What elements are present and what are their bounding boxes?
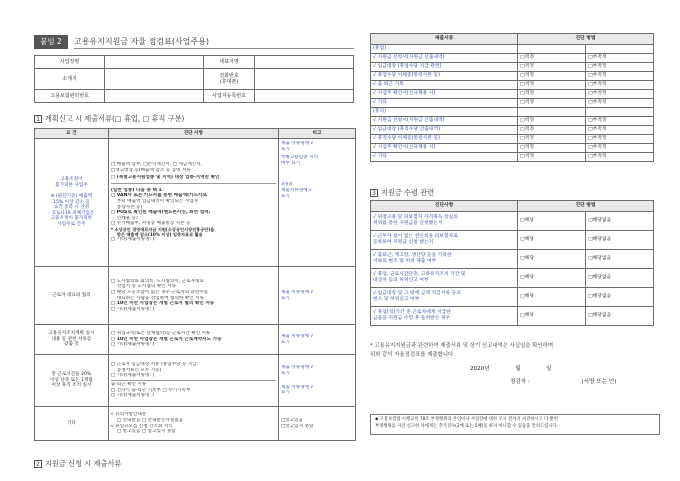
document-item: √ 기타 (371, 98, 518, 107)
note-text: 표기 (280, 390, 290, 396)
note-cell (278, 407, 355, 441)
table-row (35, 267, 356, 325)
check-item[interactable]: □ 취업규칙(또는 단체협약)등 근로시간 확인 서류 (110, 331, 211, 337)
check-item: √ 유의사항안내문 (110, 412, 147, 418)
option-not-applicable[interactable]: □해당없음 (586, 250, 654, 269)
option-inappropriate[interactable]: □부적정 (586, 116, 654, 125)
table-row (371, 143, 654, 152)
check-item: 통장사본 등) (116, 204, 143, 210)
label-biz-reg-number: 사업자등록번호 (204, 90, 255, 103)
note-text: 표기 (280, 370, 290, 376)
option-aware[interactable]: □알고있음 (280, 417, 304, 423)
option-inappropriate[interactable]: □부적정 (586, 80, 654, 89)
document-item: √ 기타 (371, 152, 518, 161)
col-header-diagnosis: 진단사항 (371, 201, 518, 212)
note-cell (278, 139, 355, 267)
check-item-other[interactable]: □ 기타(제출서류명: ) (110, 237, 155, 243)
requirement-cell: 총 근로시간을 20% 이상 단축 또는 1개월 이상 휴직 조치 실시 (35, 355, 109, 407)
check-item-note: * 소상공인 경영애로자금 지원(소상공인시장진흥공단)을 (110, 227, 215, 233)
note-text: 제출 서류명에 √ (280, 333, 314, 339)
field-business-name[interactable] (105, 56, 204, 69)
check-item: 증명서류는 모두 가능) (116, 367, 162, 373)
table-row (371, 89, 654, 98)
requirements-table (34, 128, 356, 441)
table-row (371, 269, 654, 288)
table-row (35, 325, 356, 355)
label-business-name: 사업장명 (35, 56, 105, 69)
option-appropriate[interactable]: □적정 (518, 62, 586, 71)
note-text: 제출 서류명에 √ (280, 141, 314, 146)
check-item-heading: 출·퇴근 확인 서류 (110, 382, 147, 387)
table-row (371, 80, 654, 89)
date-month: 월 (515, 366, 521, 372)
footnote-box: ◆ 고용보험법 시행규칙 78조 부정행위라 본인이나 사업장에 대한 조사 전까지 자진하시고 다 밝힌 부정행위를 자진 신고한 자에게는 추가징수(2배 또는 5배)를 하지 아니할 수 있음을 알려드립니다. (370, 414, 660, 435)
table-row (371, 71, 654, 80)
check-item-other[interactable]: □ 기타(제출서류명: ) (110, 393, 155, 399)
document-item: √ 임금대장 (휴직수당 산출내역) (371, 125, 518, 134)
requirement-cell: 고용조정이 불가피한 사업주 ※ (판단기준) 매출액 15% 이상 감소 등 요건 중복 시 인정 - 코로나19 피해기업은 고용조정이 불가피한 사업주로 간주 (35, 139, 109, 267)
check-item[interactable]: □ 전자식 출·퇴근 기록부 □ 수기기록부 (110, 387, 191, 393)
col-header-requirement: 요 건 (35, 129, 109, 139)
confirmation-statement: * 고용유지지원금과 관련하여 제출서류 및 상기 신고내역은 사실임을 확인하며 위와 같이 자율점검표를 제출합니다. (370, 343, 554, 359)
check-item[interactable]: □ 10인 미만 사업장은 개별 근로자 협의 확인 서류 (110, 301, 215, 307)
table-row (35, 407, 356, 441)
option-inappropriate[interactable]: □부적정 (586, 53, 654, 62)
attachment-badge: 붙임 2 (34, 35, 68, 49)
section-2-heading: 지원금 신청 시 제출서류 (45, 459, 122, 468)
option-not-applicable[interactable]: □해당없음 (586, 307, 654, 326)
table-row (371, 134, 654, 143)
option-inappropriate[interactable]: □부적정 (586, 98, 654, 107)
option-not-aware[interactable]: □알고있지 못함 (280, 423, 314, 429)
table-row (371, 116, 654, 125)
note-text: 특별고용업종 지역 (280, 155, 318, 161)
check-item: 인쇄물 등) (116, 215, 138, 221)
check-item[interactable]: □ 알고있음 □ 알고있지 못함 (116, 429, 176, 435)
note-cell (278, 267, 355, 325)
diagnosis-cell (108, 407, 278, 441)
sign-hint: (서명 또는 인) (581, 379, 617, 385)
check-item-heading: (일반 업종) 다음 중 택 1 (110, 187, 162, 193)
table-row (371, 53, 654, 62)
group-label-furlough: (휴업) (371, 45, 518, 54)
col-header-method: 진단 방법 (518, 34, 654, 45)
note-text: 표기 (280, 295, 290, 301)
label-address: 소재지 (35, 69, 105, 90)
option-inappropriate[interactable]: □부적정 (586, 134, 654, 143)
table-row (371, 98, 654, 107)
requirement-cell: 근로자 대표와 협의 (35, 267, 109, 325)
table-row (371, 288, 654, 307)
option-inappropriate[interactable]: □부적정 (586, 152, 654, 161)
note-text: 제출서류명에 √ (280, 187, 312, 193)
col-header-note: 비고 (278, 129, 355, 139)
section-1-heading: 계획신고 시 제출서류(□ 휴업, □ 휴직 구분) (45, 114, 185, 123)
col-header-documents: 제출서류 (371, 34, 518, 45)
table-row (371, 250, 654, 269)
diagnosis-item: √ 휴업(직)기간 중 근로자에게 지급한 금품을 지원금 수령 후 돌려받는 경우 (371, 307, 518, 326)
check-item[interactable]: □ VAN사 또는 카드사를 통한 매출액(카드사로 (110, 193, 207, 199)
option-appropriate[interactable]: □적정 (518, 152, 586, 161)
signature-line (510, 379, 616, 386)
document-item: √ 사업주 확인서(신규채용 시) (371, 89, 518, 98)
option-appropriate[interactable]: □적정 (518, 98, 586, 107)
option-applicable[interactable]: □해당 (518, 288, 586, 307)
note-cell (278, 325, 355, 355)
field-address[interactable] (105, 69, 204, 90)
section-3-heading: 지원금 수령 관련 (381, 188, 435, 197)
check-item[interactable]: □ 수기매출부, 서명증 매출통장 사본 등 (110, 221, 191, 227)
option-not-applicable[interactable]: □해당없음 (586, 288, 654, 307)
info-table (34, 55, 354, 103)
section-3-title (370, 188, 434, 197)
note-cell (278, 355, 355, 407)
note-text: 표기 (280, 193, 290, 199)
option-appropriate[interactable]: □적정 (518, 134, 586, 143)
table-row (371, 231, 654, 250)
option-applicable[interactable]: □해당 (518, 212, 586, 231)
signer-label: 점검자 : (510, 379, 530, 385)
documents-table (370, 33, 654, 162)
diagnosis-item: √ 근무자 실이 없는 친인척을 피보험자로 등록하여 지원금 신청 했는지 (371, 231, 518, 250)
check-item-other[interactable]: □ 기타(제출서류명: ) (110, 342, 155, 348)
doc-title: 고용유지지원금 자율 점검표(사업주용) (74, 37, 209, 46)
option-applicable[interactable]: □해당 (518, 250, 586, 269)
field-insurance-number[interactable] (105, 90, 204, 103)
option-inappropriate[interactable]: □부적정 (586, 89, 654, 98)
option-appropriate[interactable]: □적정 (518, 116, 586, 125)
note-text: 표기 (280, 146, 290, 152)
option-appropriate[interactable]: □적정 (518, 53, 586, 62)
check-item[interactable]: □ (특별고용지원업종 및 지역) 대상 업종·지역만 확인 (111, 175, 276, 184)
check-item[interactable]: □ 노사협의회 회의록, 노사협의서, 근로자대표 (110, 278, 204, 284)
option-applicable[interactable]: □해당 (518, 307, 586, 326)
note-text: 표기 (280, 339, 290, 345)
document-item: √ 휴업수당 이체증(통장사본 등) (371, 71, 518, 80)
check-item[interactable]: □ 해당 노동조합이 없는 경우 근로자의 과반수를 (110, 289, 209, 295)
date-day: 일 (546, 366, 552, 372)
diagnosis-item: √ 임금대장 및 그 밖에 금액 지급서류 등의 변조 및 허위신고 여부 (371, 288, 518, 307)
check-item: √ 휴업규모를 신청 간소화 서식 (110, 423, 173, 429)
check-item-other[interactable]: □ 기타(제출서류명: ) (110, 306, 155, 312)
doc-header (34, 35, 354, 49)
requirement-cell: 고용유지조치계획 실시 내용 등 관련 서류를 갖출 것 (35, 325, 109, 355)
section-1-title (34, 114, 184, 123)
col-header-method: 진단 방법 (518, 201, 654, 212)
check-item: 부터 매출액 입금내역이 확인되는 사업자 (116, 199, 199, 205)
section-2-title (34, 459, 121, 468)
check-item: 선임서 등 노사협의 확인 서류 (116, 284, 176, 290)
document-item: √ 지원금 신청서(지원금 산출내역) (371, 116, 518, 125)
table-row (371, 62, 654, 71)
table-row (35, 139, 356, 267)
table-row (35, 355, 356, 407)
option-not-applicable[interactable]: □해당없음 (586, 212, 654, 231)
check-item[interactable]: □ POS로 확인된 매출액(핸드폰사진, 화면 캡처, (110, 210, 211, 216)
option-applicable[interactable]: □해당 (518, 231, 586, 250)
option-appropriate[interactable]: □적정 (518, 125, 586, 134)
field-biz-reg-number[interactable] (255, 90, 354, 103)
section-2-number: 2 (34, 460, 42, 468)
diagnosis-cell (108, 267, 278, 325)
label-insurance-number: 고용보험관리번호 (35, 90, 105, 103)
option-not-applicable[interactable]: □해당없음 (586, 231, 654, 250)
field-representative[interactable] (255, 56, 354, 69)
diagnosis-cell (108, 355, 278, 407)
option-appropriate[interactable]: □적정 (518, 89, 586, 98)
option-inappropriate[interactable]: □부적정 (586, 143, 654, 152)
requirement-cell: 기타 (35, 407, 109, 441)
option-appropriate[interactable]: □적정 (518, 143, 586, 152)
diagnosis-cell (108, 325, 278, 355)
date-year: 2020년 (470, 366, 490, 372)
label-phone: 전화번호 (휴대폰) (204, 69, 255, 90)
note-text: 3개중 (280, 182, 293, 188)
diagnosis-cell (108, 139, 278, 267)
check-item[interactable]: □ 10인 미만 사업장은 개별 근로자 근로계약서도 가능 (110, 336, 222, 342)
option-not-applicable[interactable]: □해당없음 (586, 269, 654, 288)
diagnosis-item: √ 위장고용 및 피보험자 자격취득·상실의 허위를 통한 지원금을 신청했는지 (371, 212, 518, 231)
option-applicable[interactable]: □해당 (518, 269, 586, 288)
note-text: 제출 서류명에 √ (280, 289, 314, 295)
group-label-leave: (휴직) (371, 107, 518, 116)
note-text: 제출 서류명에 √ (280, 384, 314, 390)
check-item[interactable]: □재고대장 등(매출액 감소 등 증빙 서류 (110, 167, 191, 173)
col-header-diagnosis: 진단 사항 (108, 129, 278, 139)
table-row (371, 212, 654, 231)
label-representative: 대표자명 (204, 56, 255, 69)
check-item-note: 받은 매출액 감소(10% 이상) 입증자료로 활용 (116, 232, 203, 238)
diagnosis-item: √ 출퇴근, 재고량, 생산량 등을 기록한 서류의 변조 및 허위 제출 여부 (371, 250, 518, 269)
check-item: 대표하는 사람을 선임하여 협의한 확인 서류 (116, 295, 205, 301)
option-inappropriate[interactable]: □부적정 (586, 71, 654, 80)
section-1-number: 1 (34, 115, 42, 123)
document-item: √ 사업주 확인서(신규채용 시) (371, 143, 518, 152)
check-item[interactable]: □ 매출액 장부, □손익계산서, □ 세금계산서, (110, 162, 203, 168)
document-item: √ 임금대장 (휴업수당 지급 관련) (371, 62, 518, 71)
table-row (371, 125, 654, 134)
check-item[interactable]: □ 근로자 임금대장 서류 (휴업수당 등 지급 (110, 362, 197, 368)
table-row (371, 152, 654, 161)
table-row (371, 307, 654, 326)
note-text: 제출 서류명에 √ (280, 365, 314, 371)
document-item: √ 지원금 신청서(지원금 산출내역) (371, 53, 518, 62)
document-item: √ 휴직수당 이체증(통장사본 등) (371, 134, 518, 143)
option-inappropriate[interactable]: □부적정 (586, 125, 654, 134)
section-3-number: 3 (370, 189, 378, 197)
receipt-table (370, 200, 654, 326)
date-line (470, 366, 552, 373)
check-item-other[interactable]: □ 기타(제출서류명: ) (111, 373, 276, 381)
field-phone[interactable] (255, 69, 354, 90)
option-appropriate[interactable]: □적정 (518, 80, 586, 89)
option-inappropriate[interactable]: □부적정 (586, 62, 654, 71)
document-item: √ 출 퇴근 기록 (371, 80, 518, 89)
note-text: 여부 표기 (280, 160, 301, 166)
diagnosis-item: √ 휴업, 근로시간단축, 고용유지조치 기간 및 대상자 등의 허위신고 여부 (371, 269, 518, 288)
option-appropriate[interactable]: □적정 (518, 71, 586, 80)
check-item[interactable]: □ 안내받음 □ 안내받은사실없음 (116, 417, 184, 423)
